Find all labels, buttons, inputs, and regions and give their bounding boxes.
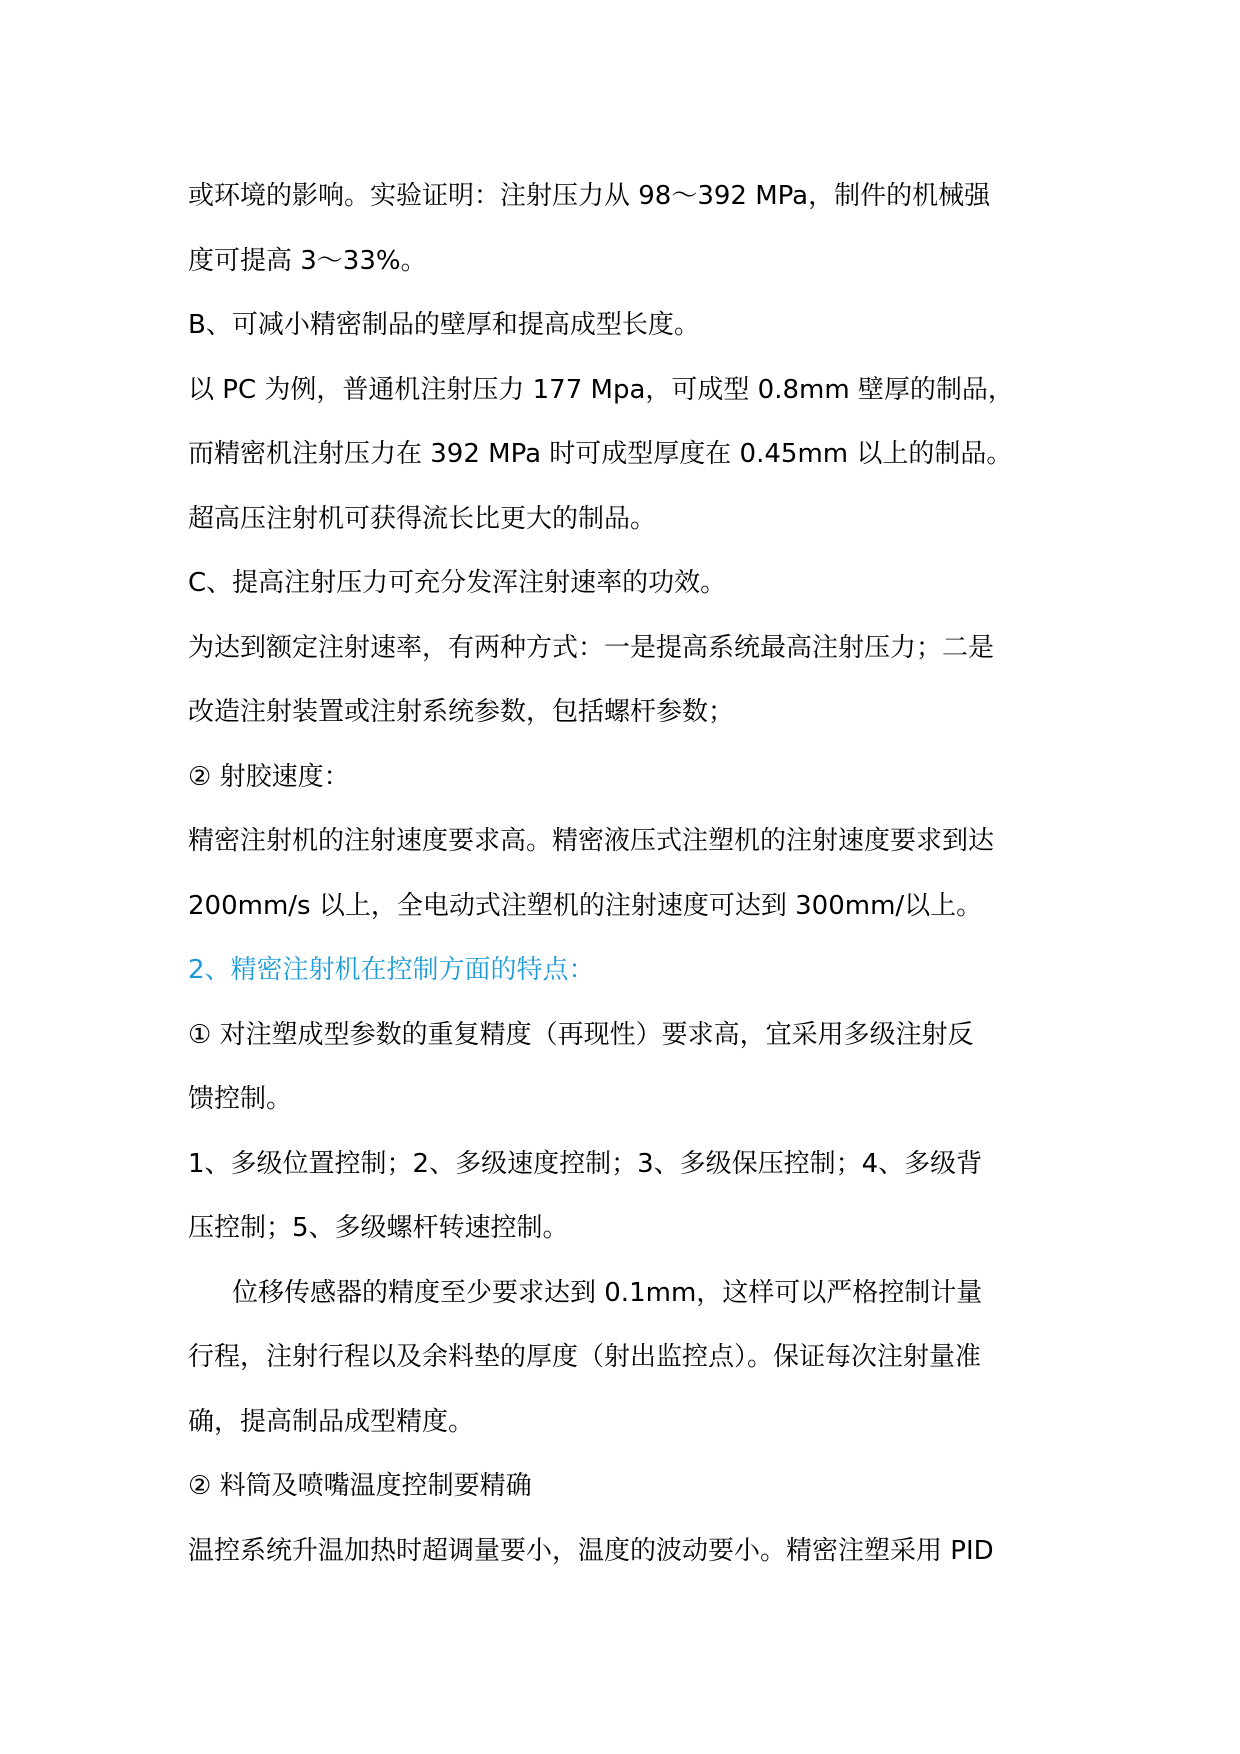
paragraph-line: 温控系统升温加热时超调量要小，温度的波动要小。精密注塑采用 PID	[188, 1535, 994, 1566]
injection-speed-heading: ② 射胶速度：	[188, 761, 350, 792]
paragraph-line: 改造注射装置或注射系统参数，包括螺杆参数；	[188, 697, 735, 727]
paragraph-line: 为达到额定注射速率，有两种方式：一是提高系统最高注射压力；二是	[188, 632, 995, 663]
paragraph-line: 以 PC 为例，普通机注射压力 177 Mpa，可成型 0.8mm 壁厚的制品，	[188, 374, 1014, 405]
paragraph-line: 超高压注射机可获得流长比更大的制品。	[188, 503, 657, 534]
control-features-heading: 2、精密注射机在控制方面的特点：	[188, 955, 595, 985]
paragraph-line-indented: 位移传感器的精度至少要求达到 0.1mm，这样可以严格控制计量	[232, 1277, 983, 1308]
paragraph-line: 200mm/s 以上，全电动式注塑机的注射速度可达到 300mm/以上。	[188, 890, 983, 921]
paragraph-line: 精密注射机的注射速度要求高。精密液压式注塑机的注射速度要求到达	[188, 826, 995, 856]
temperature-control-heading: ② 料筒及喷嘴温度控制要精确	[188, 1471, 532, 1501]
paragraph-line: 馈控制。	[188, 1084, 293, 1114]
paragraph-line: 压控制；5、多级螺杆转速控制。	[188, 1213, 569, 1243]
paragraph-line: 而精密机注射压力在 392 MPa 时可成型厚度在 0.45mm 以上的制品。	[188, 439, 1013, 469]
paragraph-line: 确，提高制品成型精度。	[188, 1406, 475, 1437]
paragraph-line: 度可提高 3～33%。	[188, 245, 427, 276]
document-body	[188, 164, 1056, 1583]
section-b-heading: B、可减小精密制品的壁厚和提高成型长度。	[188, 310, 700, 340]
paragraph-line: 行程，注射行程以及余料垫的厚度（射出监控点）。保证每次注射量准	[188, 1342, 982, 1372]
paragraph-line: 1、多级位置控制；2、多级速度控制；3、多级保压控制；4、多级背	[188, 1148, 983, 1179]
section-c-heading: C、提高注射压力可充分发浑注射速率的功效。	[188, 568, 727, 598]
paragraph-line: ① 对注塑成型参数的重复精度（再现性）要求高，宜采用多级注射反	[188, 1019, 974, 1050]
paragraph-line: 或环境的影响。实验证明：注射压力从 98～392 MPa，制件的机械强	[188, 181, 991, 211]
